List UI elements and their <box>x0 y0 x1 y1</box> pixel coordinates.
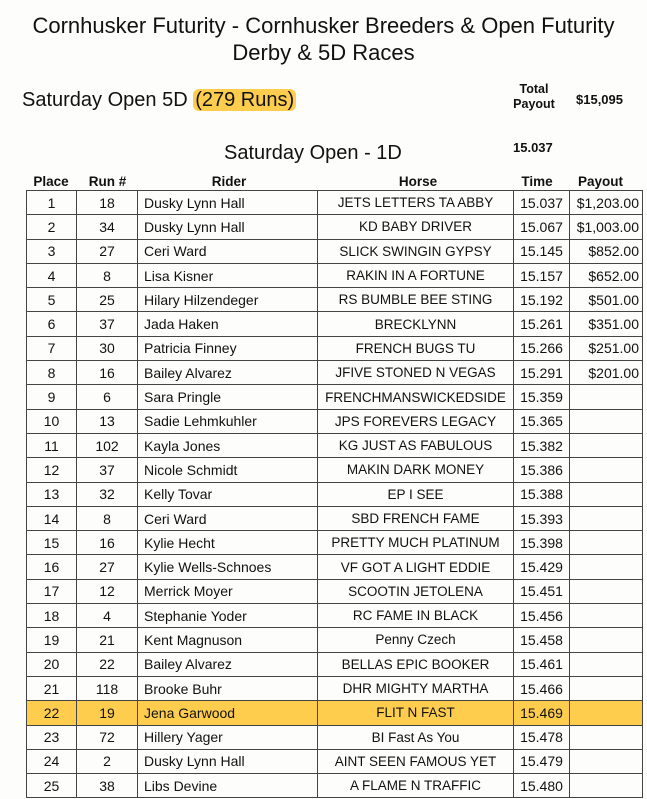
horse-cell: A FLAME N TRAFFIC <box>318 774 514 798</box>
table-row <box>27 579 643 603</box>
horse-cell: JFIVE STONED N VEGAS <box>318 361 514 385</box>
horse-cell: KG JUST AS FABULOUS <box>318 433 514 457</box>
place-cell: 24 <box>27 749 77 773</box>
payout-cell <box>570 652 643 676</box>
table-row <box>27 749 643 773</box>
payout-cell: $201.00 <box>570 361 643 385</box>
place-cell: 6 <box>27 312 77 336</box>
horse-cell: BI Fast As You <box>318 725 514 749</box>
rider-cell: Nicole Schmidt <box>138 458 318 482</box>
time-cell: 15.382 <box>514 433 570 457</box>
rider-cell: Dusky Lynn Hall <box>138 191 318 215</box>
place-cell: 10 <box>27 409 77 433</box>
event-name: Saturday Open 5D <box>22 89 194 111</box>
payout-cell: $501.00 <box>570 288 643 312</box>
rider-cell: Sadie Lehmkuhler <box>138 409 318 433</box>
time-cell: 15.458 <box>514 628 570 652</box>
table-row <box>27 531 643 555</box>
run-number-cell: 8 <box>77 506 138 530</box>
place-cell: 7 <box>27 336 77 360</box>
results-table <box>26 190 643 798</box>
run-number-cell: 22 <box>77 652 138 676</box>
race-title: Saturday Open - 1D <box>224 142 402 164</box>
rider-cell: Kelly Tovar <box>138 482 318 506</box>
place-cell: 8 <box>27 361 77 385</box>
payout-cell <box>570 409 643 433</box>
payout-cell: $652.00 <box>570 263 643 287</box>
rider-cell: Libs Devine <box>138 774 318 798</box>
run-number-cell: 118 <box>77 676 138 700</box>
horse-cell: SCOOTIN JETOLENA <box>318 579 514 603</box>
payout-cell: $852.00 <box>570 239 643 263</box>
table-row <box>27 701 643 725</box>
total-payout-label: Total Payout <box>513 82 555 111</box>
payout-cell <box>570 555 643 579</box>
run-number-cell: 13 <box>77 409 138 433</box>
run-number-cell: 6 <box>77 385 138 409</box>
time-cell: 15.451 <box>514 579 570 603</box>
table-row <box>27 409 643 433</box>
payout-cell <box>570 774 643 798</box>
time-cell: 15.157 <box>514 263 570 287</box>
time-cell: 15.145 <box>514 239 570 263</box>
time-cell: 15.398 <box>514 531 570 555</box>
payout-cell <box>570 506 643 530</box>
payout-cell <box>570 725 643 749</box>
horse-cell: MAKIN DARK MONEY <box>318 458 514 482</box>
payout-cell <box>570 604 643 628</box>
horse-cell: FRENCHMANSWICKEDSIDE <box>318 385 514 409</box>
horse-cell: JPS FOREVERS LEGACY <box>318 409 514 433</box>
total-payout-value: $15,095 <box>576 92 623 107</box>
rider-cell: Kayla Jones <box>138 433 318 457</box>
time-cell: 15.067 <box>514 215 570 239</box>
document-title-line1: Cornhusker Futurity - Cornhusker Breeders & Open Futurity <box>32 13 615 38</box>
rider-cell: Bailey Alvarez <box>138 652 318 676</box>
payout-cell <box>570 458 643 482</box>
payout-cell <box>570 433 643 457</box>
time-cell: 15.266 <box>514 336 570 360</box>
horse-cell: VF GOT A LIGHT EDDIE <box>318 555 514 579</box>
payout-cell: $1,203.00 <box>570 191 643 215</box>
place-cell: 21 <box>27 676 77 700</box>
horse-cell: JETS LETTERS TA ABBY <box>318 191 514 215</box>
time-cell: 15.037 <box>514 191 570 215</box>
horse-cell: KD BABY DRIVER <box>318 215 514 239</box>
table-row <box>27 191 643 215</box>
table-row <box>27 385 643 409</box>
table-row <box>27 482 643 506</box>
payout-cell <box>570 579 643 603</box>
col-header-run: Run # <box>88 174 127 189</box>
run-number-cell: 37 <box>77 458 138 482</box>
time-cell: 15.388 <box>514 482 570 506</box>
time-cell: 15.386 <box>514 458 570 482</box>
table-row <box>27 312 643 336</box>
place-cell: 14 <box>27 506 77 530</box>
table-row <box>27 774 643 798</box>
payout-cell <box>570 701 643 725</box>
run-number-cell: 16 <box>77 531 138 555</box>
run-number-cell: 27 <box>77 239 138 263</box>
table-row <box>27 433 643 457</box>
place-cell: 11 <box>27 433 77 457</box>
time-cell: 15.456 <box>514 604 570 628</box>
col-header-payout: Payout <box>577 174 623 189</box>
table-row <box>27 361 643 385</box>
time-cell: 15.291 <box>514 361 570 385</box>
rider-cell: Dusky Lynn Hall <box>138 749 318 773</box>
horse-cell: SBD FRENCH FAME <box>318 506 514 530</box>
run-number-cell: 37 <box>77 312 138 336</box>
horse-cell: SLICK SWINGIN GYPSY <box>318 239 514 263</box>
rider-cell: Patricia Finney <box>138 336 318 360</box>
time-cell: 15.429 <box>514 555 570 579</box>
rider-cell: Bailey Alvarez <box>138 361 318 385</box>
run-number-cell: 16 <box>77 361 138 385</box>
rider-cell: Dusky Lynn Hall <box>138 215 318 239</box>
run-number-cell: 21 <box>77 628 138 652</box>
run-number-cell: 25 <box>77 288 138 312</box>
event-subtitle <box>22 89 296 112</box>
place-cell: 5 <box>27 288 77 312</box>
run-number-cell: 38 <box>77 774 138 798</box>
run-number-cell: 4 <box>77 604 138 628</box>
horse-cell: Penny Czech <box>318 628 514 652</box>
col-header-rider: Rider <box>211 174 247 189</box>
horse-cell: FLIT N FAST <box>318 701 514 725</box>
place-cell: 20 <box>27 652 77 676</box>
payout-cell <box>570 482 643 506</box>
rider-cell: Kylie Hecht <box>138 531 318 555</box>
rider-cell: Kylie Wells-Schnoes <box>138 555 318 579</box>
time-cell: 15.466 <box>514 676 570 700</box>
run-number-cell: 2 <box>77 749 138 773</box>
col-header-time: Time <box>521 174 553 189</box>
place-cell: 13 <box>27 482 77 506</box>
place-cell: 19 <box>27 628 77 652</box>
time-cell: 15.478 <box>514 725 570 749</box>
horse-cell: BELLAS EPIC BOOKER <box>318 652 514 676</box>
rider-cell: Kent Magnuson <box>138 628 318 652</box>
payout-cell: $1,003.00 <box>570 215 643 239</box>
run-number-cell: 18 <box>77 191 138 215</box>
rider-cell: Merrick Moyer <box>138 579 318 603</box>
rider-cell: Hilary Hilzendeger <box>138 288 318 312</box>
table-row <box>27 336 643 360</box>
horse-cell: FRENCH BUGS TU <box>318 336 514 360</box>
table-row <box>27 458 643 482</box>
payout-cell: $351.00 <box>570 312 643 336</box>
run-number-cell: 32 <box>77 482 138 506</box>
run-number-cell: 27 <box>77 555 138 579</box>
horse-cell: DHR MIGHTY MARTHA <box>318 676 514 700</box>
place-cell: 1 <box>27 191 77 215</box>
payout-cell <box>570 628 643 652</box>
time-cell: 15.479 <box>514 749 570 773</box>
rider-cell: Jena Garwood <box>138 701 318 725</box>
rider-cell: Lisa Kisner <box>138 263 318 287</box>
rider-cell: Ceri Ward <box>138 506 318 530</box>
run-number-cell: 12 <box>77 579 138 603</box>
rider-cell: Stephanie Yoder <box>138 604 318 628</box>
table-row <box>27 725 643 749</box>
time-cell: 15.461 <box>514 652 570 676</box>
winning-time: 15.037 <box>513 140 553 155</box>
time-cell: 15.365 <box>514 409 570 433</box>
table-row <box>27 215 643 239</box>
run-number-cell: 19 <box>77 701 138 725</box>
place-cell: 25 <box>27 774 77 798</box>
place-cell: 18 <box>27 604 77 628</box>
payout-cell: $251.00 <box>570 336 643 360</box>
horse-cell: PRETTY MUCH PLATINUM <box>318 531 514 555</box>
time-cell: 15.192 <box>514 288 570 312</box>
horse-cell: RC FAME IN BLACK <box>318 604 514 628</box>
time-cell: 15.359 <box>514 385 570 409</box>
table-row <box>27 676 643 700</box>
table-row <box>27 506 643 530</box>
rider-cell: Ceri Ward <box>138 239 318 263</box>
time-cell: 15.393 <box>514 506 570 530</box>
rider-cell: Brooke Buhr <box>138 676 318 700</box>
run-number-cell: 102 <box>77 433 138 457</box>
place-cell: 12 <box>27 458 77 482</box>
horse-cell: AINT SEEN FAMOUS YET <box>318 749 514 773</box>
runs-count-highlight: (279 Runs) <box>195 89 295 111</box>
col-header-horse: Horse <box>398 174 438 189</box>
place-cell: 4 <box>27 263 77 287</box>
col-header-place: Place <box>33 174 69 189</box>
place-cell: 16 <box>27 555 77 579</box>
table-row <box>27 239 643 263</box>
place-cell: 17 <box>27 579 77 603</box>
time-cell: 15.261 <box>514 312 570 336</box>
place-cell: 2 <box>27 215 77 239</box>
horse-cell: RS BUMBLE BEE STING <box>318 288 514 312</box>
run-number-cell: 8 <box>77 263 138 287</box>
table-row <box>27 604 643 628</box>
document-title-line2: Derby & 5D Races <box>232 40 415 65</box>
payout-cell <box>570 531 643 555</box>
time-cell: 15.469 <box>514 701 570 725</box>
run-number-cell: 34 <box>77 215 138 239</box>
horse-cell: RAKIN IN A FORTUNE <box>318 263 514 287</box>
table-row <box>27 628 643 652</box>
place-cell: 23 <box>27 725 77 749</box>
table-row <box>27 555 643 579</box>
table-row <box>27 263 643 287</box>
run-number-cell: 72 <box>77 725 138 749</box>
place-cell: 9 <box>27 385 77 409</box>
rider-cell: Jada Haken <box>138 312 318 336</box>
payout-cell <box>570 385 643 409</box>
place-cell: 3 <box>27 239 77 263</box>
horse-cell: BRECKLYNN <box>318 312 514 336</box>
horse-cell: EP I SEE <box>318 482 514 506</box>
place-cell: 22 <box>27 701 77 725</box>
payout-cell <box>570 749 643 773</box>
table-row <box>27 288 643 312</box>
table-row <box>27 652 643 676</box>
rider-cell: Sara Pringle <box>138 385 318 409</box>
place-cell: 15 <box>27 531 77 555</box>
rider-cell: Hillery Yager <box>138 725 318 749</box>
time-cell: 15.480 <box>514 774 570 798</box>
payout-cell <box>570 676 643 700</box>
run-number-cell: 30 <box>77 336 138 360</box>
